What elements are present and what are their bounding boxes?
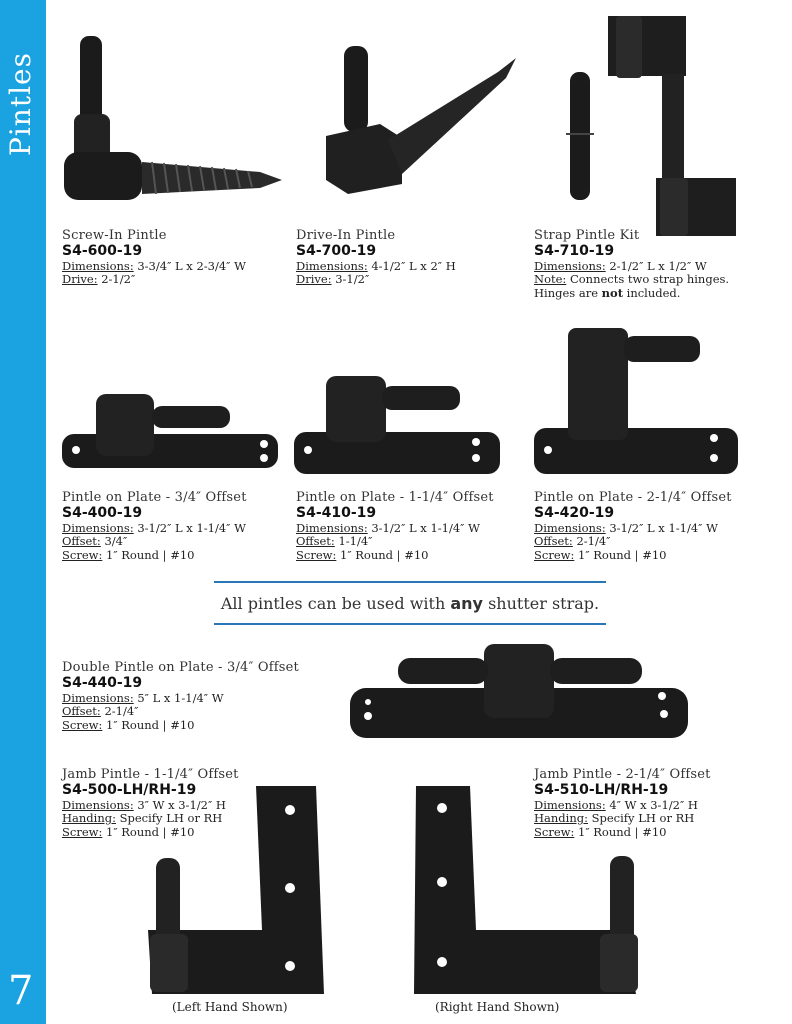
product-name: Strap Pintle Kit xyxy=(534,228,640,243)
page-number: 7 xyxy=(8,968,34,1014)
offset-line: Offset: 2-1/4″ xyxy=(534,534,611,548)
product-double-pintle-on-plate xyxy=(62,661,299,732)
product-pintle-on-plate-2-1-4 xyxy=(534,491,732,562)
jamb-pintle-left-hand-image xyxy=(144,784,330,996)
offset-line: Offset: 1-1/4″ xyxy=(296,534,373,548)
dimensions-line: Dimensions: 3″ W x 3-1/2″ H xyxy=(62,797,226,812)
note-line-2: Hinges are not included. xyxy=(534,285,681,300)
dimensions-line: Dimensions: 4-1/2″ L x 2″ H xyxy=(296,258,456,273)
strap-pintle-kit-image xyxy=(560,14,746,236)
screw-in-pintle-image xyxy=(60,34,290,230)
drive-line: Drive: 2-1/2″ xyxy=(62,272,136,286)
banner-text: All pintles can be used with any shutter strap. xyxy=(220,594,600,613)
screw-line: Screw: 1″ Round | #10 xyxy=(534,547,667,562)
pintle-on-plate-1-1-4-image xyxy=(292,372,504,478)
product-sku: S4-400-19 xyxy=(62,504,143,521)
product-sku: S4-700-19 xyxy=(296,242,377,259)
dimensions-line: Dimensions: 3-1/2″ L x 1-1/4″ W xyxy=(62,520,246,535)
dimensions-line: Dimensions: 5″ L x 1-1/4″ W xyxy=(62,690,224,705)
jamb-pintle-right-hand-image xyxy=(404,784,644,996)
section-title: Pintles xyxy=(4,52,37,156)
product-sku: S4-420-19 xyxy=(534,504,615,521)
product-name: Jamb Pintle - 2-1/4″ Offset xyxy=(534,767,711,782)
dimensions-line: Dimensions: 3-3/4″ L x 2-3/4″ W xyxy=(62,258,246,273)
product-pintle-on-plate-3-4 xyxy=(62,491,247,562)
offset-line: Offset: 3/4″ xyxy=(62,534,128,548)
pintle-on-plate-2-1-4-image xyxy=(532,326,742,478)
product-sku: S4-510-LH/RH-19 xyxy=(534,781,669,798)
screw-line: Screw: 1″ Round | #10 xyxy=(534,824,667,839)
screw-line: Screw: 1″ Round | #10 xyxy=(62,547,195,562)
divider-bottom xyxy=(214,623,606,625)
product-sku: S4-710-19 xyxy=(534,242,615,259)
double-pintle-on-plate-image xyxy=(346,642,694,742)
product-screw-in-pintle xyxy=(62,229,246,287)
caption-right-hand: (Right Hand Shown) xyxy=(435,1000,560,1014)
screw-line: Screw: 1″ Round | #10 xyxy=(62,824,195,839)
screw-line: Screw: 1″ Round | #10 xyxy=(62,717,195,732)
product-pintle-on-plate-1-1-4 xyxy=(296,491,494,562)
product-name: Double Pintle on Plate - 3/4″ Offset xyxy=(62,660,299,675)
product-sku: S4-440-19 xyxy=(62,674,143,691)
dimensions-line: Dimensions: 2-1/2″ L x 1/2″ W xyxy=(534,258,707,273)
divider-top xyxy=(214,581,606,583)
drive-in-pintle-image xyxy=(318,44,528,220)
product-sku: S4-500-LH/RH-19 xyxy=(62,781,197,798)
product-name: Pintle on Plate - 3/4″ Offset xyxy=(62,490,247,505)
dimensions-line: Dimensions: 3-1/2″ L x 1-1/4″ W xyxy=(534,520,718,535)
handing-line: Handing: Specify LH or RH xyxy=(534,811,695,825)
offset-line: Offset: 2-1/4″ xyxy=(62,704,139,718)
sidebar xyxy=(0,0,46,1024)
product-name: Jamb Pintle - 1-1/4″ Offset xyxy=(62,767,239,782)
product-sku: S4-410-19 xyxy=(296,504,377,521)
pintle-on-plate-3-4-image xyxy=(60,392,282,478)
product-strap-pintle-kit xyxy=(534,229,729,300)
product-name: Screw-In Pintle xyxy=(62,228,167,243)
product-sku: S4-600-19 xyxy=(62,242,143,259)
product-name: Pintle on Plate - 1-1/4″ Offset xyxy=(296,490,494,505)
handing-line: Handing: Specify LH or RH xyxy=(62,811,223,825)
dimensions-line: Dimensions: 4″ W x 3-1/2″ H xyxy=(534,797,698,812)
caption-left-hand: (Left Hand Shown) xyxy=(172,1000,288,1014)
product-name: Drive-In Pintle xyxy=(296,228,396,243)
dimensions-line: Dimensions: 3-1/2″ L x 1-1/4″ W xyxy=(296,520,480,535)
product-name: Pintle on Plate - 2-1/4″ Offset xyxy=(534,490,732,505)
drive-line: Drive: 3-1/2″ xyxy=(296,272,370,286)
screw-line: Screw: 1″ Round | #10 xyxy=(296,547,429,562)
product-drive-in-pintle xyxy=(296,229,456,287)
note-line: Note: Connects two strap hinges. xyxy=(534,272,730,286)
